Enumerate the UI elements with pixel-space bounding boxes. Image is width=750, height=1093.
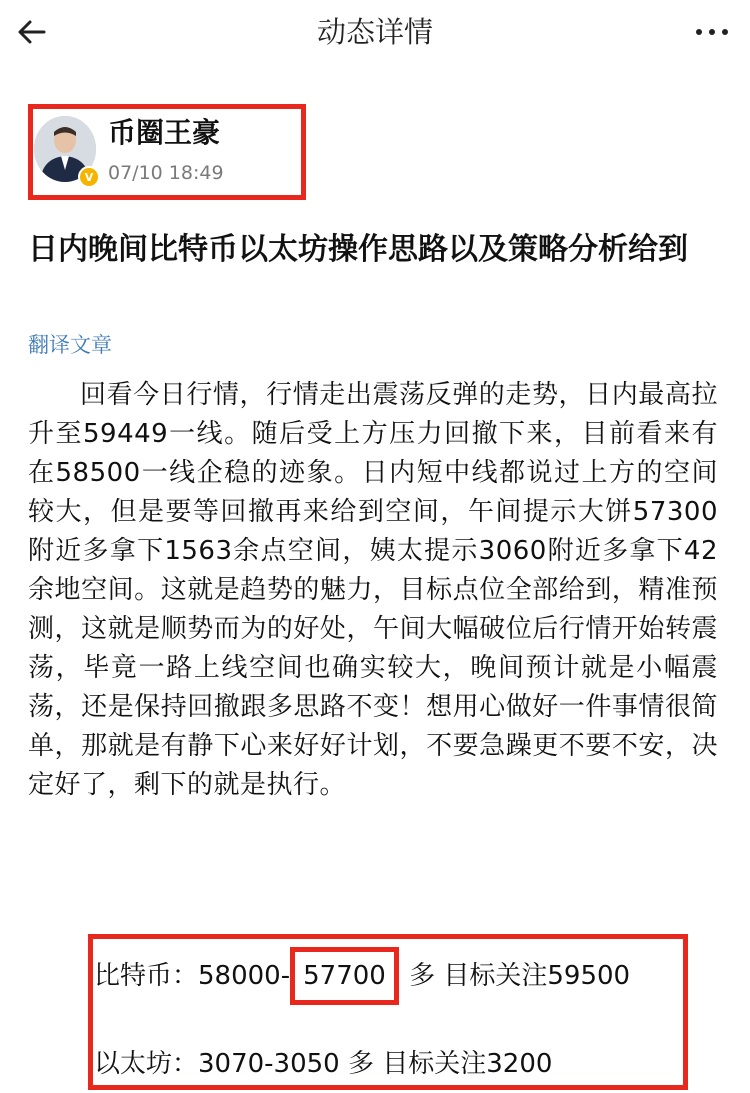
btc-range-end: 57700 bbox=[303, 961, 386, 991]
article-body: 回看今日行情，行情走出震荡反弹的走势，日内最高拉升至59449一线。随后受上方压力回撤下来，目前看来有在58500一线企稳的迹象。日内短中线都说过上方的空间较大，但是要等回撤再来给到空间，午间提示大饼57300附近多拿下1563余点空间，姨太提示3060附近多拿下42余地空间。这就是趋势的魅力，目标点位全部给到，精准预测，这就是顺势而为的好处，午间大幅破位后行情开始转震荡，毕竟一路上线空间也确实较大，晚间预计就是小幅震荡，还是保持回撤跟多思路不变！想用心做好一件事情很简单，那就是有静下心来好好计划，不要急躁更不要不安，决定好了，剩下的就是执行。 bbox=[28, 380, 718, 800]
page-title: 动态详情 bbox=[316, 15, 433, 49]
author-name[interactable]: 币圈王豪 bbox=[108, 116, 221, 149]
more-horizontal-icon bbox=[695, 27, 729, 37]
translate-article-link[interactable]: 翻译文章 bbox=[28, 333, 112, 357]
btc-target: 多 目标关注59500 bbox=[400, 961, 631, 991]
article-title: 日内晚间比特币以太坊操作思路以及策略分析给到 bbox=[28, 232, 688, 267]
btc-range-end-highlight bbox=[290, 947, 399, 1005]
btc-label: 比特币： bbox=[94, 961, 199, 991]
btc-range-start: 58000 bbox=[198, 961, 281, 991]
post-time: 07/10 18:49 bbox=[108, 162, 224, 184]
btc-range-separator: - bbox=[280, 961, 291, 991]
btc-strategy-line bbox=[94, 958, 630, 994]
top-bar bbox=[0, 0, 750, 66]
verified-badge-icon: V bbox=[78, 166, 100, 188]
eth-strategy-line: 以太坊：3070-3050 多 目标关注3200 bbox=[94, 1049, 553, 1079]
more-button[interactable] bbox=[692, 16, 732, 48]
